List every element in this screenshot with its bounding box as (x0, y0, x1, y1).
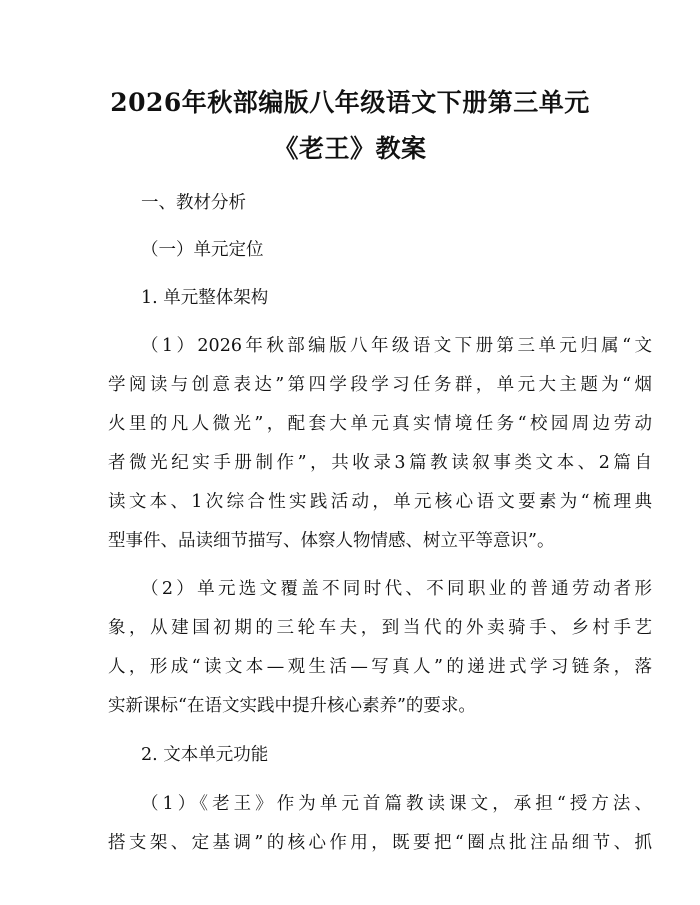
paragraph-line: （1）2026年秋部编版八年级语文下册第三单元归属“文 (141, 336, 652, 356)
heading-unit-positioning: （一）单元定位 (141, 240, 264, 260)
paragraph-line: 读文本、1次综合性实践活动，单元核心语文要素为“梳理典 (108, 492, 652, 512)
paragraph-line: 学阅读与创意表达”第四学段学习任务群，单元大主题为“烟 (108, 375, 652, 395)
heading-textbook-analysis: 一、教材分析 (141, 193, 246, 213)
paragraph-line: 象，从建国初期的三轮车夫，到当代的外卖骑手、乡村手艺 (108, 618, 652, 638)
document-title-line-2: 《老王》教案 (273, 134, 427, 163)
paragraph-line: （2）单元选文覆盖不同时代、不同职业的普通劳动者形 (141, 579, 652, 599)
paragraph-line: 者微光纪实手册制作”，共收录3篇教读叙事类文本、2篇自 (108, 453, 652, 473)
paragraph-line: 实新课标“在语文实践中提升核心素养”的要求。 (108, 696, 476, 716)
paragraph-line: （1）《老王》作为单元首篇教读课文，承担“授方法、 (141, 794, 652, 814)
paragraph-line: 火里的凡人微光”，配套大单元真实情境任务“校园周边劳动 (108, 414, 652, 434)
paragraph-line: 搭支架、定基调”的核心作用，既要把“圈点批注品细节、抓 (108, 833, 652, 853)
paragraph-line: 人，形成“读文本—观生活—写真人”的递进式学习链条，落 (108, 657, 652, 677)
paragraph-line: 型事件、品读细节描写、体察人物情感、树立平等意识”。 (108, 531, 555, 551)
heading-text-unit-function: 2. 文本单元功能 (141, 745, 269, 765)
heading-unit-architecture: 1. 单元整体架构 (141, 288, 269, 308)
document-title-line-1: 2026年秋部编版八年级语文下册第三单元 (110, 88, 590, 117)
